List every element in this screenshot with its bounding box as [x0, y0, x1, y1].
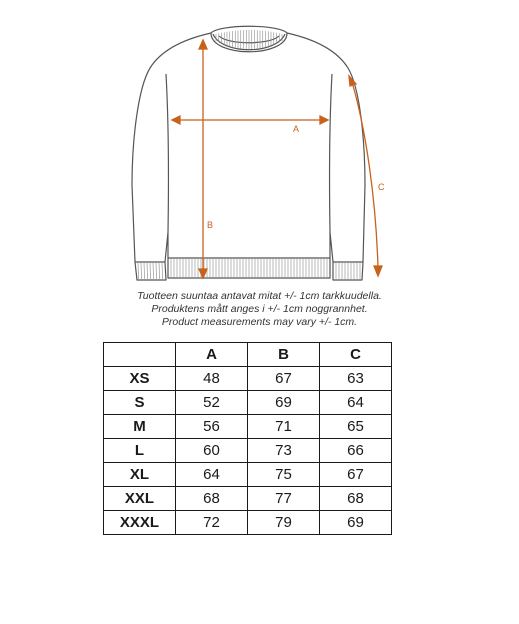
note-english: Product measurements may vary +/- 1cm.: [161, 316, 358, 328]
sweatshirt-outline: [132, 26, 365, 280]
note-swedish: Produktens mått anges i +/- 1cm noggrannhet.: [151, 303, 368, 315]
size-cell: S: [104, 391, 176, 415]
table-row: [104, 487, 392, 511]
header-size: [104, 343, 176, 367]
measure-a-label: A: [293, 124, 300, 134]
rib-texture: [138, 30, 360, 279]
value-c: 65: [320, 415, 392, 439]
value-a: 64: [176, 463, 248, 487]
value-c: 64: [320, 391, 392, 415]
value-b: 71: [248, 415, 320, 439]
value-b: 67: [248, 367, 320, 391]
header-c: C: [320, 343, 392, 367]
size-cell: XXXL: [104, 511, 176, 535]
table-row: [104, 511, 392, 535]
measure-b-label: B: [207, 220, 214, 230]
size-cell: XS: [104, 367, 176, 391]
value-a: 60: [176, 439, 248, 463]
measure-a-line: [172, 116, 328, 124]
value-c: 69: [320, 511, 392, 535]
value-c: 67: [320, 463, 392, 487]
value-c: 66: [320, 439, 392, 463]
value-b: 75: [248, 463, 320, 487]
measure-c-label: C: [378, 182, 385, 192]
value-a: 72: [176, 511, 248, 535]
table-row: [104, 367, 392, 391]
value-a: 68: [176, 487, 248, 511]
header-a: A: [176, 343, 248, 367]
table-row: [104, 415, 392, 439]
header-b: B: [248, 343, 320, 367]
table-row: [104, 463, 392, 487]
size-cell: L: [104, 439, 176, 463]
value-b: 79: [248, 511, 320, 535]
value-a: 56: [176, 415, 248, 439]
note-finnish: Tuotteen suuntaa antavat mitat +/- 1cm tarkkuudella.: [137, 290, 382, 302]
value-c: 68: [320, 487, 392, 511]
value-c: 63: [320, 367, 392, 391]
value-b: 73: [248, 439, 320, 463]
value-b: 77: [248, 487, 320, 511]
measurement-notes: [0, 290, 519, 329]
size-table: [103, 342, 392, 535]
size-cell: M: [104, 415, 176, 439]
sweatshirt-diagram: [0, 0, 519, 290]
value-b: 69: [248, 391, 320, 415]
table-row: [104, 391, 392, 415]
size-cell: XL: [104, 463, 176, 487]
value-a: 52: [176, 391, 248, 415]
table-row: [104, 439, 392, 463]
table-header-row: [104, 343, 392, 367]
size-cell: XXL: [104, 487, 176, 511]
measure-b-line: [199, 40, 207, 278]
value-a: 48: [176, 367, 248, 391]
